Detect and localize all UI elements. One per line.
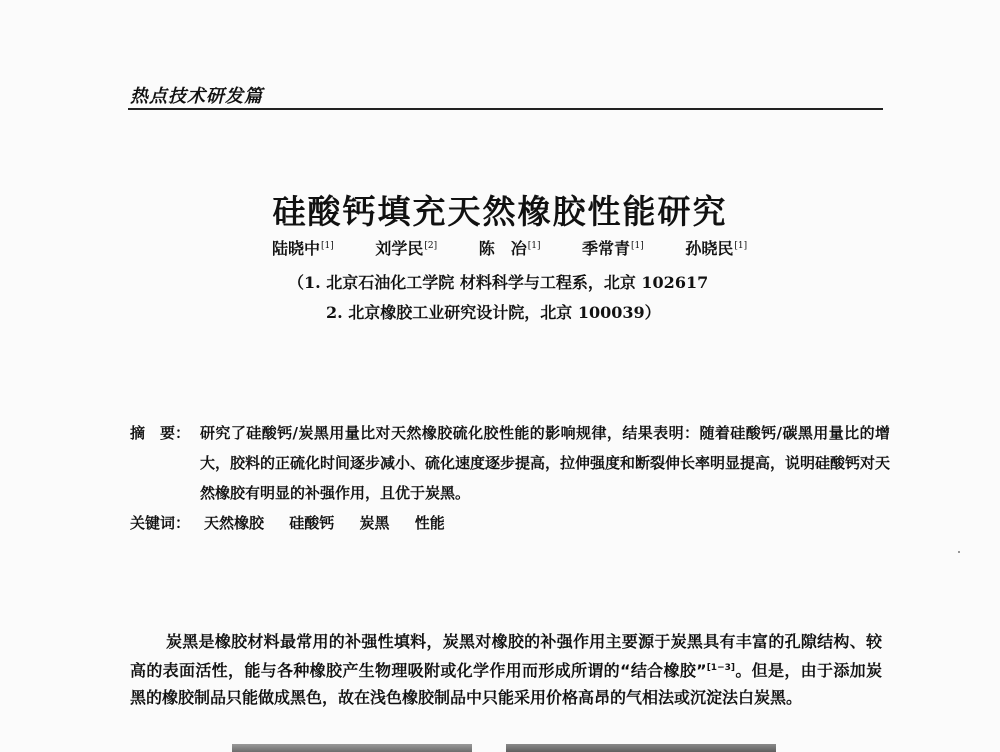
- author-name: 孙晓民: [685, 239, 734, 258]
- author-affiliation-mark: [1]: [527, 241, 541, 251]
- citation-mark: [1−3]: [706, 663, 735, 673]
- scan-speck: [958, 551, 960, 553]
- author-affiliation-mark: [2]: [424, 241, 438, 251]
- affiliation-2: 2. 北京橡胶工业研究设计院，北京 100039）: [326, 303, 661, 322]
- keywords-list: [204, 512, 465, 533]
- author-name: 陆晓中: [272, 239, 321, 258]
- author: [582, 236, 644, 259]
- author-affiliation-mark: [1]: [321, 241, 334, 251]
- body-text: [130, 628, 882, 711]
- abstract-text: 研究了硅酸钙/炭黑用量比对天然橡胶硫化胶性能的影响规律，结果表明：随着硅酸钙/碳黑用量比的增大，胶料的正硫化时间逐步减小、硫化速度逐步提高，拉伸强度和断裂伸长率明显提高，说明硅酸钙对天然橡胶有明显的补强作用，且优于炭黑。: [200, 424, 891, 502]
- paper-title: 硅酸钙填充天然橡胶性能研究: [272, 192, 728, 231]
- body-paragraph: [130, 628, 882, 711]
- body-text-part-1: 炭黑是橡胶材料最常用的补强性填料，炭黑对橡胶的补强作用主要源于炭黑具有丰富的孔隙结构、较高的表面活性，能与各种橡胶产生物理吸附或化学作用而形成所谓的“结合橡胶”: [130, 632, 882, 680]
- abstract-label: 摘 要：: [130, 424, 191, 442]
- body-text-part-2: 。但是，由于添加炭黑的橡胶制品只能做成黑色，故在浅色橡胶制品中只能采用价格高昂的气相法或沉淀法白炭黑。: [130, 661, 882, 707]
- author-name: 陈 冶: [478, 239, 527, 258]
- author-name: 刘学民: [375, 239, 424, 258]
- keyword: 性能: [414, 514, 445, 532]
- author: [685, 236, 747, 259]
- keyword: 天然橡胶: [204, 514, 265, 532]
- keyword: 硅酸钙: [289, 514, 335, 532]
- author-affiliation-mark: [1]: [734, 241, 748, 251]
- author-affiliation-mark: [1]: [631, 241, 644, 251]
- keywords-label: 关键词：: [130, 514, 191, 532]
- author: [375, 236, 437, 259]
- author-list: [272, 236, 747, 259]
- section-header: 热点技术研发篇: [130, 86, 263, 107]
- author: [272, 236, 334, 259]
- keyword: 炭黑: [359, 514, 390, 532]
- header-rule: [128, 108, 883, 110]
- figure-top-edge-left: [232, 744, 472, 752]
- figure-top-edge-right: [506, 744, 776, 752]
- author: [479, 236, 541, 259]
- affiliation-1: （1. 北京石油化工学院 材料科学与工程系，北京 102617: [288, 273, 709, 292]
- author-name: 季常青: [582, 239, 631, 258]
